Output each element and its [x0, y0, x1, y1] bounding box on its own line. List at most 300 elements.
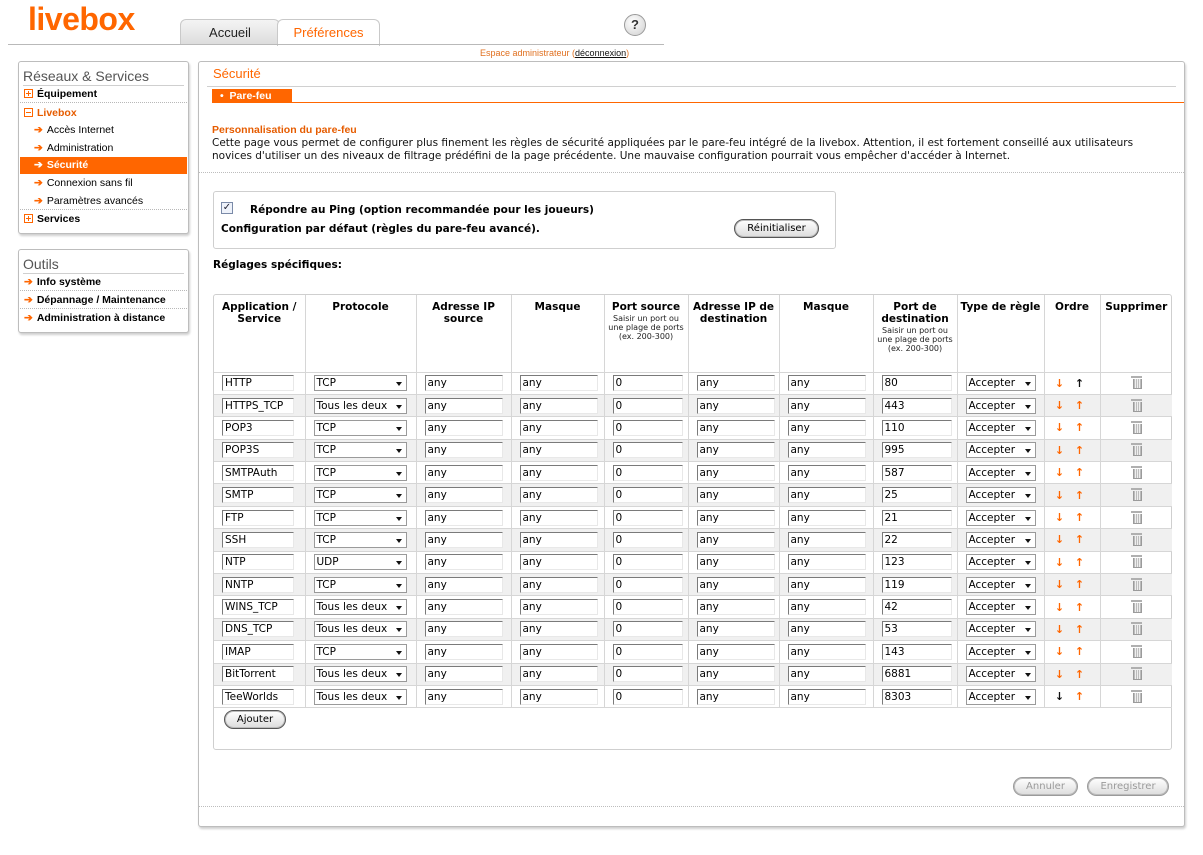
move-up-icon[interactable]: ↑ [1074, 376, 1085, 390]
masque-destination-input[interactable]: any [788, 465, 866, 481]
cell-type-regle [957, 596, 1044, 618]
sidebar-item-connexion-sans-fil[interactable] [20, 175, 187, 192]
sidebar-reseaux-box [18, 61, 189, 234]
cell-port-destination [873, 641, 957, 663]
ip-source-input[interactable]: any [425, 577, 503, 593]
sidebar-item-info-systeme[interactable] [20, 274, 187, 291]
cell-ordre [1044, 618, 1100, 640]
table-row [214, 574, 1172, 596]
ip-destination-input[interactable]: any [697, 375, 775, 391]
cell-application [214, 685, 305, 707]
protocole-select[interactable]: TCP [314, 420, 407, 436]
cell-port-source [604, 462, 688, 484]
application-input[interactable]: HTTPS_TCP [222, 398, 294, 414]
cell-masque-source [511, 372, 604, 394]
trash-icon[interactable] [1131, 466, 1142, 479]
trash-icon[interactable] [1131, 667, 1142, 680]
move-down-icon[interactable]: ↓ [1054, 555, 1065, 569]
masque-source-input[interactable]: any [520, 532, 598, 548]
col-header-supprimer: Supprimer [1100, 295, 1172, 372]
application-input[interactable]: NTP [222, 554, 294, 570]
trash-icon[interactable] [1131, 600, 1142, 613]
ip-destination-input[interactable]: any [697, 599, 775, 615]
move-down-icon[interactable]: ↓ [1054, 399, 1065, 413]
port-source-input[interactable]: 0 [613, 689, 683, 705]
masque-source-input[interactable]: any [520, 666, 598, 682]
table-row [214, 663, 1172, 685]
sidebar-item-administration[interactable] [20, 140, 187, 157]
sidebar-item-label: Accès Internet [46, 124, 114, 136]
sidebar-item-label: Livebox [37, 107, 77, 119]
ip-destination-input[interactable]: any [697, 577, 775, 593]
cell-masque-destination [779, 372, 873, 394]
ip-source-input[interactable]: any [425, 398, 503, 414]
port-destination-input[interactable]: 119 [882, 577, 952, 593]
masque-source-input[interactable]: any [520, 689, 598, 705]
sidebar-item-label: Sécurité [46, 159, 89, 171]
application-input[interactable]: DNS_TCP [222, 621, 294, 637]
trash-icon[interactable] [1131, 399, 1142, 412]
type-regle-select[interactable]: Accepter [966, 510, 1036, 526]
cell-supprimer [1100, 462, 1172, 484]
type-regle-select[interactable]: Accepter [966, 398, 1036, 414]
masque-destination-input[interactable]: any [788, 420, 866, 436]
sidebar-item-label: Info système [36, 276, 102, 288]
ip-source-input[interactable]: any [425, 442, 503, 458]
ip-destination-input[interactable]: any [697, 666, 775, 682]
cell-protocole [305, 574, 416, 596]
cell-masque-destination [779, 641, 873, 663]
protocole-select[interactable]: Tous les deux [314, 599, 407, 615]
masque-source-input[interactable]: any [520, 599, 598, 615]
masque-source-input[interactable]: any [520, 577, 598, 593]
cell-port-destination [873, 439, 957, 461]
ip-source-input[interactable]: any [425, 487, 503, 503]
trash-icon[interactable] [1131, 488, 1142, 501]
cell-port-source [604, 372, 688, 394]
sidebar-outils-title: Outils [23, 256, 59, 272]
port-source-input[interactable]: 0 [613, 666, 683, 682]
type-regle-select[interactable]: Accepter [966, 621, 1036, 637]
cell-application [214, 462, 305, 484]
ping-checkbox[interactable]: ✓ [222, 202, 232, 213]
cell-protocole [305, 618, 416, 640]
port-source-input[interactable]: 0 [613, 375, 683, 391]
table-row [214, 372, 1172, 394]
cell-protocole [305, 551, 416, 573]
protocole-select[interactable]: TCP [314, 375, 407, 391]
move-up-icon[interactable]: ↑ [1074, 600, 1085, 614]
ip-destination-input[interactable]: any [697, 689, 775, 705]
masque-destination-input[interactable]: any [788, 689, 866, 705]
masque-source-input[interactable]: any [520, 465, 598, 481]
port-source-input[interactable]: 0 [613, 554, 683, 570]
port-source-input[interactable]: 0 [613, 487, 683, 503]
move-up-icon[interactable]: ↑ [1074, 399, 1085, 413]
ip-source-input[interactable]: any [425, 599, 503, 615]
port-destination-input[interactable]: 110 [882, 420, 952, 436]
cell-masque-source [511, 596, 604, 618]
protocole-select[interactable]: Tous les deux [314, 666, 407, 682]
cell-type-regle [957, 529, 1044, 551]
masque-destination-input[interactable]: any [788, 398, 866, 414]
cell-type-regle [957, 641, 1044, 663]
port-destination-input[interactable]: 22 [882, 532, 952, 548]
livebox-logo: livebox [28, 1, 135, 37]
cell-ordre [1044, 417, 1100, 439]
ip-source-input[interactable]: any [425, 621, 503, 637]
masque-source-input[interactable]: any [520, 510, 598, 526]
ip-source-input[interactable]: any [425, 689, 503, 705]
cell-type-regle [957, 551, 1044, 573]
type-regle-select[interactable]: Accepter [966, 375, 1036, 391]
sidebar-item-equipement[interactable] [20, 86, 187, 103]
application-input[interactable]: POP3 [222, 420, 294, 436]
ip-destination-input[interactable]: any [697, 420, 775, 436]
move-up-icon[interactable]: ↑ [1074, 690, 1085, 704]
sidebar-item-livebox[interactable] [20, 105, 187, 122]
cell-protocole [305, 462, 416, 484]
cell-ip-source [416, 596, 511, 618]
ping-config-box [213, 191, 836, 249]
arrow-right-icon: ➔ [24, 294, 33, 306]
masque-destination-input[interactable]: any [788, 621, 866, 637]
masque-destination-input[interactable]: any [788, 554, 866, 570]
application-input[interactable]: NNTP [222, 577, 294, 593]
protocole-select[interactable]: TCP [314, 577, 407, 593]
protocole-select[interactable]: Tous les deux [314, 621, 407, 637]
masque-source-input[interactable]: any [520, 554, 598, 570]
save-button[interactable]: Enregistrer [1087, 777, 1169, 796]
cell-masque-destination [779, 529, 873, 551]
port-destination-input[interactable]: 53 [882, 621, 952, 637]
cell-masque-source [511, 618, 604, 640]
table-row [214, 618, 1172, 640]
move-up-icon[interactable]: ↑ [1074, 533, 1085, 547]
move-up-icon[interactable]: ↑ [1074, 645, 1085, 659]
ip-destination-input[interactable]: any [697, 532, 775, 548]
col-header-type-regle: Type de règle [957, 295, 1044, 372]
logout-link[interactable]: déconnexion [575, 48, 627, 58]
sidebar-item-label: Équipement [37, 88, 98, 100]
cancel-button[interactable]: Annuler [1013, 777, 1078, 796]
trash-icon[interactable] [1131, 533, 1142, 546]
type-regle-select[interactable]: Accepter [966, 577, 1036, 593]
arrow-right-icon: ➔ [34, 159, 43, 171]
tab-accueil[interactable]: Accueil [180, 19, 280, 45]
masque-destination-input[interactable]: any [788, 375, 866, 391]
application-input[interactable]: TeeWorlds [222, 689, 294, 705]
cell-application [214, 506, 305, 528]
port-source-input[interactable]: 0 [613, 420, 683, 436]
table-row [214, 417, 1172, 439]
cell-ordre [1044, 506, 1100, 528]
cell-masque-source [511, 394, 604, 416]
port-destination-input[interactable]: 587 [882, 465, 952, 481]
masque-source-input[interactable]: any [520, 420, 598, 436]
port-source-input[interactable]: 0 [613, 621, 683, 637]
move-up-icon[interactable]: ↑ [1074, 511, 1085, 525]
type-regle-select[interactable]: Accepter [966, 487, 1036, 503]
type-regle-select[interactable]: Accepter [966, 532, 1036, 548]
protocole-select[interactable]: Tous les deux [314, 689, 407, 705]
application-input[interactable]: SMTPAuth [222, 465, 294, 481]
type-regle-select[interactable]: Accepter [966, 644, 1036, 660]
cell-application [214, 551, 305, 573]
cell-ip-source [416, 394, 511, 416]
trash-icon[interactable] [1131, 511, 1142, 524]
cell-application [214, 574, 305, 596]
port-destination-input[interactable]: 8303 [882, 689, 952, 705]
protocole-select[interactable]: TCP [314, 644, 407, 660]
cell-ip-destination [688, 663, 779, 685]
help-icon[interactable]: ? [624, 14, 646, 36]
cell-protocole [305, 596, 416, 618]
cell-port-source [604, 596, 688, 618]
cell-masque-source [511, 574, 604, 596]
cell-ip-destination [688, 506, 779, 528]
protocole-select[interactable]: Tous les deux [314, 398, 407, 414]
cell-protocole [305, 506, 416, 528]
trash-icon[interactable] [1131, 443, 1142, 456]
ip-source-input[interactable]: any [425, 465, 503, 481]
cell-supprimer [1100, 484, 1172, 506]
masque-source-input[interactable]: any [520, 644, 598, 660]
masque-source-input[interactable]: any [520, 487, 598, 503]
cell-protocole [305, 641, 416, 663]
trash-icon[interactable] [1131, 555, 1142, 568]
ip-destination-input[interactable]: any [697, 442, 775, 458]
port-dest-hint: Saisir un port ou une plage de ports (ex. 200-300) [877, 326, 953, 353]
application-input[interactable]: POP3S [222, 442, 294, 458]
masque-destination-input[interactable]: any [788, 532, 866, 548]
ip-source-input[interactable]: any [425, 554, 503, 570]
masque-destination-input[interactable]: any [788, 487, 866, 503]
move-down-icon[interactable]: ↓ [1054, 622, 1065, 636]
sidebar-item-parametres-avances[interactable] [20, 193, 187, 210]
cell-ip-source [416, 663, 511, 685]
port-destination-input[interactable]: 6881 [882, 666, 952, 682]
port-source-input[interactable]: 0 [613, 532, 683, 548]
type-regle-select[interactable]: Accepter [966, 465, 1036, 481]
port-source-input[interactable]: 0 [613, 577, 683, 593]
cell-port-source [604, 551, 688, 573]
ip-destination-input[interactable]: any [697, 465, 775, 481]
type-regle-select[interactable]: Accepter [966, 420, 1036, 436]
sidebar-item-acces-internet[interactable] [20, 122, 187, 139]
cell-ordre [1044, 439, 1100, 461]
move-up-icon[interactable]: ↑ [1074, 578, 1085, 592]
port-source-input[interactable]: 0 [613, 599, 683, 615]
cell-port-source [604, 618, 688, 640]
col-header-application: Application / Service [214, 295, 305, 372]
protocole-select[interactable]: TCP [314, 510, 407, 526]
ip-source-input[interactable]: any [425, 375, 503, 391]
trash-icon[interactable] [1131, 578, 1142, 591]
application-input[interactable]: IMAP [222, 644, 294, 660]
table-row [214, 551, 1172, 573]
cell-supprimer [1100, 394, 1172, 416]
protocole-select[interactable]: TCP [314, 532, 407, 548]
move-down-icon[interactable]: ↓ [1054, 600, 1065, 614]
table-row [214, 596, 1172, 618]
col-header-port-source-label: Port source [611, 301, 681, 313]
move-up-icon[interactable]: ↑ [1074, 622, 1085, 636]
move-up-icon[interactable]: ↑ [1074, 667, 1085, 681]
sidebar-item-administration-distance[interactable] [20, 310, 187, 327]
type-regle-select[interactable]: Accepter [966, 689, 1036, 705]
cell-masque-destination [779, 417, 873, 439]
cell-type-regle [957, 417, 1044, 439]
move-down-icon[interactable]: ↓ [1054, 443, 1065, 457]
masque-destination-input[interactable]: any [788, 666, 866, 682]
ip-destination-input[interactable]: any [697, 487, 775, 503]
ip-source-input[interactable]: any [425, 532, 503, 548]
sidebar-item-securite[interactable] [20, 157, 187, 174]
cell-ip-source [416, 484, 511, 506]
cell-ip-source [416, 417, 511, 439]
cell-masque-source [511, 529, 604, 551]
port-destination-input[interactable]: 80 [882, 375, 952, 391]
protocole-select[interactable]: TCP [314, 465, 407, 481]
type-regle-select[interactable]: Accepter [966, 599, 1036, 615]
tab-preferences[interactable]: Préférences [277, 19, 380, 46]
trash-icon[interactable] [1131, 622, 1142, 635]
application-input[interactable]: SMTP [222, 487, 294, 503]
cell-protocole [305, 484, 416, 506]
cell-type-regle [957, 439, 1044, 461]
masque-destination-input[interactable]: any [788, 599, 866, 615]
move-down-icon[interactable]: ↓ [1054, 533, 1065, 547]
port-source-input[interactable]: 0 [613, 465, 683, 481]
subtab-pare-feu[interactable] [212, 89, 292, 103]
move-down-icon[interactable]: ↓ [1054, 488, 1065, 502]
masque-destination-input[interactable]: any [788, 510, 866, 526]
cell-application [214, 394, 305, 416]
port-destination-input[interactable]: 25 [882, 487, 952, 503]
type-regle-select[interactable]: Accepter [966, 442, 1036, 458]
port-destination-input[interactable]: 21 [882, 510, 952, 526]
cell-port-destination [873, 529, 957, 551]
move-up-icon[interactable]: ↑ [1074, 555, 1085, 569]
ip-destination-input[interactable]: any [697, 621, 775, 637]
masque-source-input[interactable]: any [520, 621, 598, 637]
trash-icon[interactable] [1131, 690, 1142, 703]
move-down-icon[interactable]: ↓ [1054, 690, 1065, 704]
move-down-icon[interactable]: ↓ [1054, 667, 1065, 681]
move-down-icon[interactable]: ↓ [1054, 466, 1065, 480]
sidebar-item-services[interactable] [20, 211, 187, 228]
cell-type-regle [957, 484, 1044, 506]
reset-button[interactable]: Réinitialiser [734, 219, 819, 238]
port-source-input[interactable]: 0 [613, 510, 683, 526]
subtab-label: Pare-feu [229, 90, 272, 102]
masque-source-input[interactable]: any [520, 398, 598, 414]
masque-destination-input[interactable]: any [788, 644, 866, 660]
ip-source-input[interactable]: any [425, 666, 503, 682]
cell-ip-destination [688, 685, 779, 707]
ip-source-input[interactable]: any [425, 510, 503, 526]
move-up-icon[interactable]: ↑ [1074, 488, 1085, 502]
cell-port-destination [873, 394, 957, 416]
application-input[interactable]: FTP [222, 510, 294, 526]
cell-ordre [1044, 685, 1100, 707]
trash-icon[interactable] [1131, 645, 1142, 658]
ip-destination-input[interactable]: any [697, 554, 775, 570]
trash-icon[interactable] [1131, 376, 1142, 389]
ip-source-input[interactable]: any [425, 644, 503, 660]
port-destination-input[interactable]: 443 [882, 398, 952, 414]
application-input[interactable]: WINS_TCP [222, 599, 294, 615]
masque-destination-input[interactable]: any [788, 577, 866, 593]
type-regle-select[interactable]: Accepter [966, 666, 1036, 682]
masque-source-input[interactable]: any [520, 375, 598, 391]
col-header-masque: Masque [511, 295, 604, 372]
move-down-icon[interactable]: ↓ [1054, 376, 1065, 390]
port-source-input[interactable]: 0 [613, 442, 683, 458]
move-down-icon[interactable]: ↓ [1054, 645, 1065, 659]
cell-supprimer [1100, 574, 1172, 596]
move-up-icon[interactable]: ↑ [1074, 466, 1085, 480]
port-destination-input[interactable]: 143 [882, 644, 952, 660]
cell-masque-destination [779, 596, 873, 618]
cell-application [214, 439, 305, 461]
arrow-right-icon: ➔ [24, 312, 33, 324]
move-down-icon[interactable]: ↓ [1054, 578, 1065, 592]
ip-destination-input[interactable]: any [697, 510, 775, 526]
move-down-icon[interactable]: ↓ [1054, 511, 1065, 525]
application-input[interactable]: SSH [222, 532, 294, 548]
port-destination-input[interactable]: 123 [882, 554, 952, 570]
move-up-icon[interactable]: ↑ [1074, 443, 1085, 457]
bullet-icon: • [220, 90, 224, 102]
cell-application [214, 484, 305, 506]
protocole-select[interactable]: TCP [314, 442, 407, 458]
cell-port-destination [873, 417, 957, 439]
protocole-select[interactable]: TCP [314, 487, 407, 503]
ip-destination-input[interactable]: any [697, 644, 775, 660]
ip-source-input[interactable]: any [425, 420, 503, 436]
add-rule-button[interactable]: Ajouter [224, 710, 286, 729]
port-destination-input[interactable]: 995 [882, 442, 952, 458]
arrow-right-icon: ➔ [34, 142, 43, 154]
application-input[interactable]: HTTP [222, 375, 294, 391]
application-input[interactable]: BitTorrent [222, 666, 294, 682]
cell-masque-source [511, 462, 604, 484]
port-source-input[interactable]: 0 [613, 398, 683, 414]
protocole-select[interactable]: UDP [314, 554, 407, 570]
ping-label: Répondre au Ping (option recommandée pour les joueurs) [250, 204, 594, 216]
cell-port-source [604, 417, 688, 439]
ip-destination-input[interactable]: any [697, 398, 775, 414]
cell-masque-source [511, 417, 604, 439]
sidebar-item-label: Paramètres avancés [46, 195, 144, 207]
col-header-ip-source: Adresse IP source [416, 295, 511, 372]
port-destination-input[interactable]: 42 [882, 599, 952, 615]
masque-destination-input[interactable]: any [788, 442, 866, 458]
sidebar-item-label: Services [37, 213, 81, 225]
masque-source-input[interactable]: any [520, 442, 598, 458]
cell-masque-destination [779, 618, 873, 640]
sidebar-item-depannage[interactable] [20, 292, 187, 309]
sidebar-reseaux-title: Réseaux & Services [23, 68, 150, 84]
move-down-icon[interactable]: ↓ [1054, 421, 1065, 435]
trash-icon[interactable] [1131, 421, 1142, 434]
move-up-icon[interactable]: ↑ [1074, 421, 1085, 435]
cell-ordre [1044, 574, 1100, 596]
type-regle-select[interactable]: Accepter [966, 554, 1036, 570]
port-source-input[interactable]: 0 [613, 644, 683, 660]
